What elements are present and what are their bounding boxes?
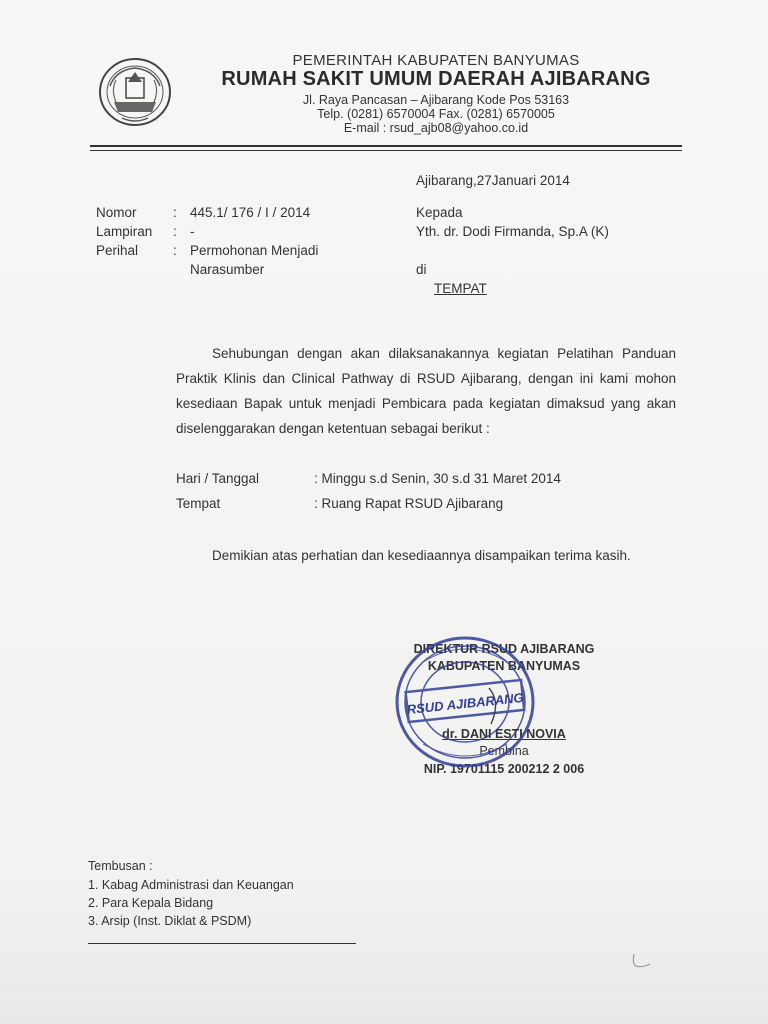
tembusan-label: Tembusan : — [88, 859, 153, 873]
perihal-colon: : — [173, 243, 177, 258]
paragraph-1-line-2: Panduan Praktik Klinis dan Clinical Pathway di RSUD Ajibarang, dengan — [176, 346, 676, 386]
lampiran-value: - — [190, 224, 195, 239]
recipient-tempat: TEMPAT — [434, 281, 487, 296]
tembusan-item: 3. Arsip (Inst. Diklat & PSDM) — [88, 914, 252, 928]
hari-value: : Minggu s.d Senin, 30 s.d 31 Maret 2014 — [314, 471, 561, 486]
government-name: PEMERINTAH KABUPATEN BANYUMAS — [292, 52, 580, 69]
pencil-mark-icon — [628, 950, 658, 972]
tempat-value: : Ruang Rapat RSUD Ajibarang — [314, 496, 504, 511]
body-paragraph-1 — [176, 341, 676, 441]
nomor-value: 445.1/ 176 / I / 2014 — [190, 205, 311, 220]
signature-title-1: DIREKTUR RSUD AJIBARANG — [413, 642, 595, 656]
header-divider-thin — [90, 150, 682, 151]
tembusan-item: 1. Kabag Administrasi dan Keuangan — [88, 878, 294, 892]
hospital-address: Jl. Raya Pancasan – Ajibarang Kode Pos 53163 — [302, 93, 570, 107]
hospital-phone: Telp. (0281) 6570004 Fax. (0281) 6570005 — [317, 107, 555, 121]
paragraph-2-line-1: Demikian atas perhatian dan kesediaannya disampaikan terima — [212, 548, 592, 563]
letter-date: Ajibarang,27Januari 2014 — [416, 173, 570, 188]
hospital-name: RUMAH SAKIT UMUM DAERAH AJIBARANG — [221, 68, 651, 90]
perihal-label: Perihal — [96, 243, 139, 258]
signature-nip: NIP. 19701115 200212 2 006 — [423, 762, 585, 776]
signature-name: dr. DANI ESTI NOVIA — [442, 727, 566, 741]
header-divider-thick — [90, 145, 682, 147]
tembusan-divider — [88, 943, 356, 944]
tempat-label: Tempat — [176, 496, 221, 511]
official-stamp-icon — [393, 632, 537, 772]
body-paragraph-2 — [176, 543, 676, 568]
paragraph-1-line-3: ini kami mohon kesediaan Bapak untuk menjadi Pembicara pada kegiatan — [176, 371, 676, 411]
lampiran-colon: : — [173, 224, 177, 239]
nomor-colon: : — [173, 205, 177, 220]
perihal-value-line-2: Narasumber — [190, 262, 265, 277]
signature-title-2: KABUPATEN BANYUMAS — [427, 659, 581, 673]
recipient-name: Yth. dr. Dodi Firmanda, Sp.A (K) — [416, 224, 609, 239]
hari-label: Hari / Tanggal — [176, 471, 260, 486]
recipient-di: di — [416, 262, 427, 277]
stamp-label: RSUD AJIBARANG — [406, 689, 525, 718]
paragraph-1-line-1: Sehubungan dengan akan dilaksanakannya kegiatan Pelatihan — [212, 346, 614, 361]
signature-rank: Pembina — [479, 744, 529, 758]
paragraph-2-line-2: kasih. — [595, 548, 631, 563]
government-emblem-icon — [96, 56, 174, 128]
perihal-value-line-1: Permohonan Menjadi — [190, 243, 319, 258]
recipient-kepada: Kepada — [416, 205, 463, 220]
hospital-email: E-mail : rsud_ajb08@yahoo.co.id — [343, 121, 529, 135]
lampiran-label: Lampiran — [96, 224, 153, 239]
paragraph-1-line-4: dimaksud yang akan diselenggarakan dengan ketentuan sebagai berikut : — [176, 396, 676, 436]
tembusan-item: 2. Para Kepala Bidang — [88, 896, 214, 910]
nomor-label: Nomor — [96, 205, 137, 220]
